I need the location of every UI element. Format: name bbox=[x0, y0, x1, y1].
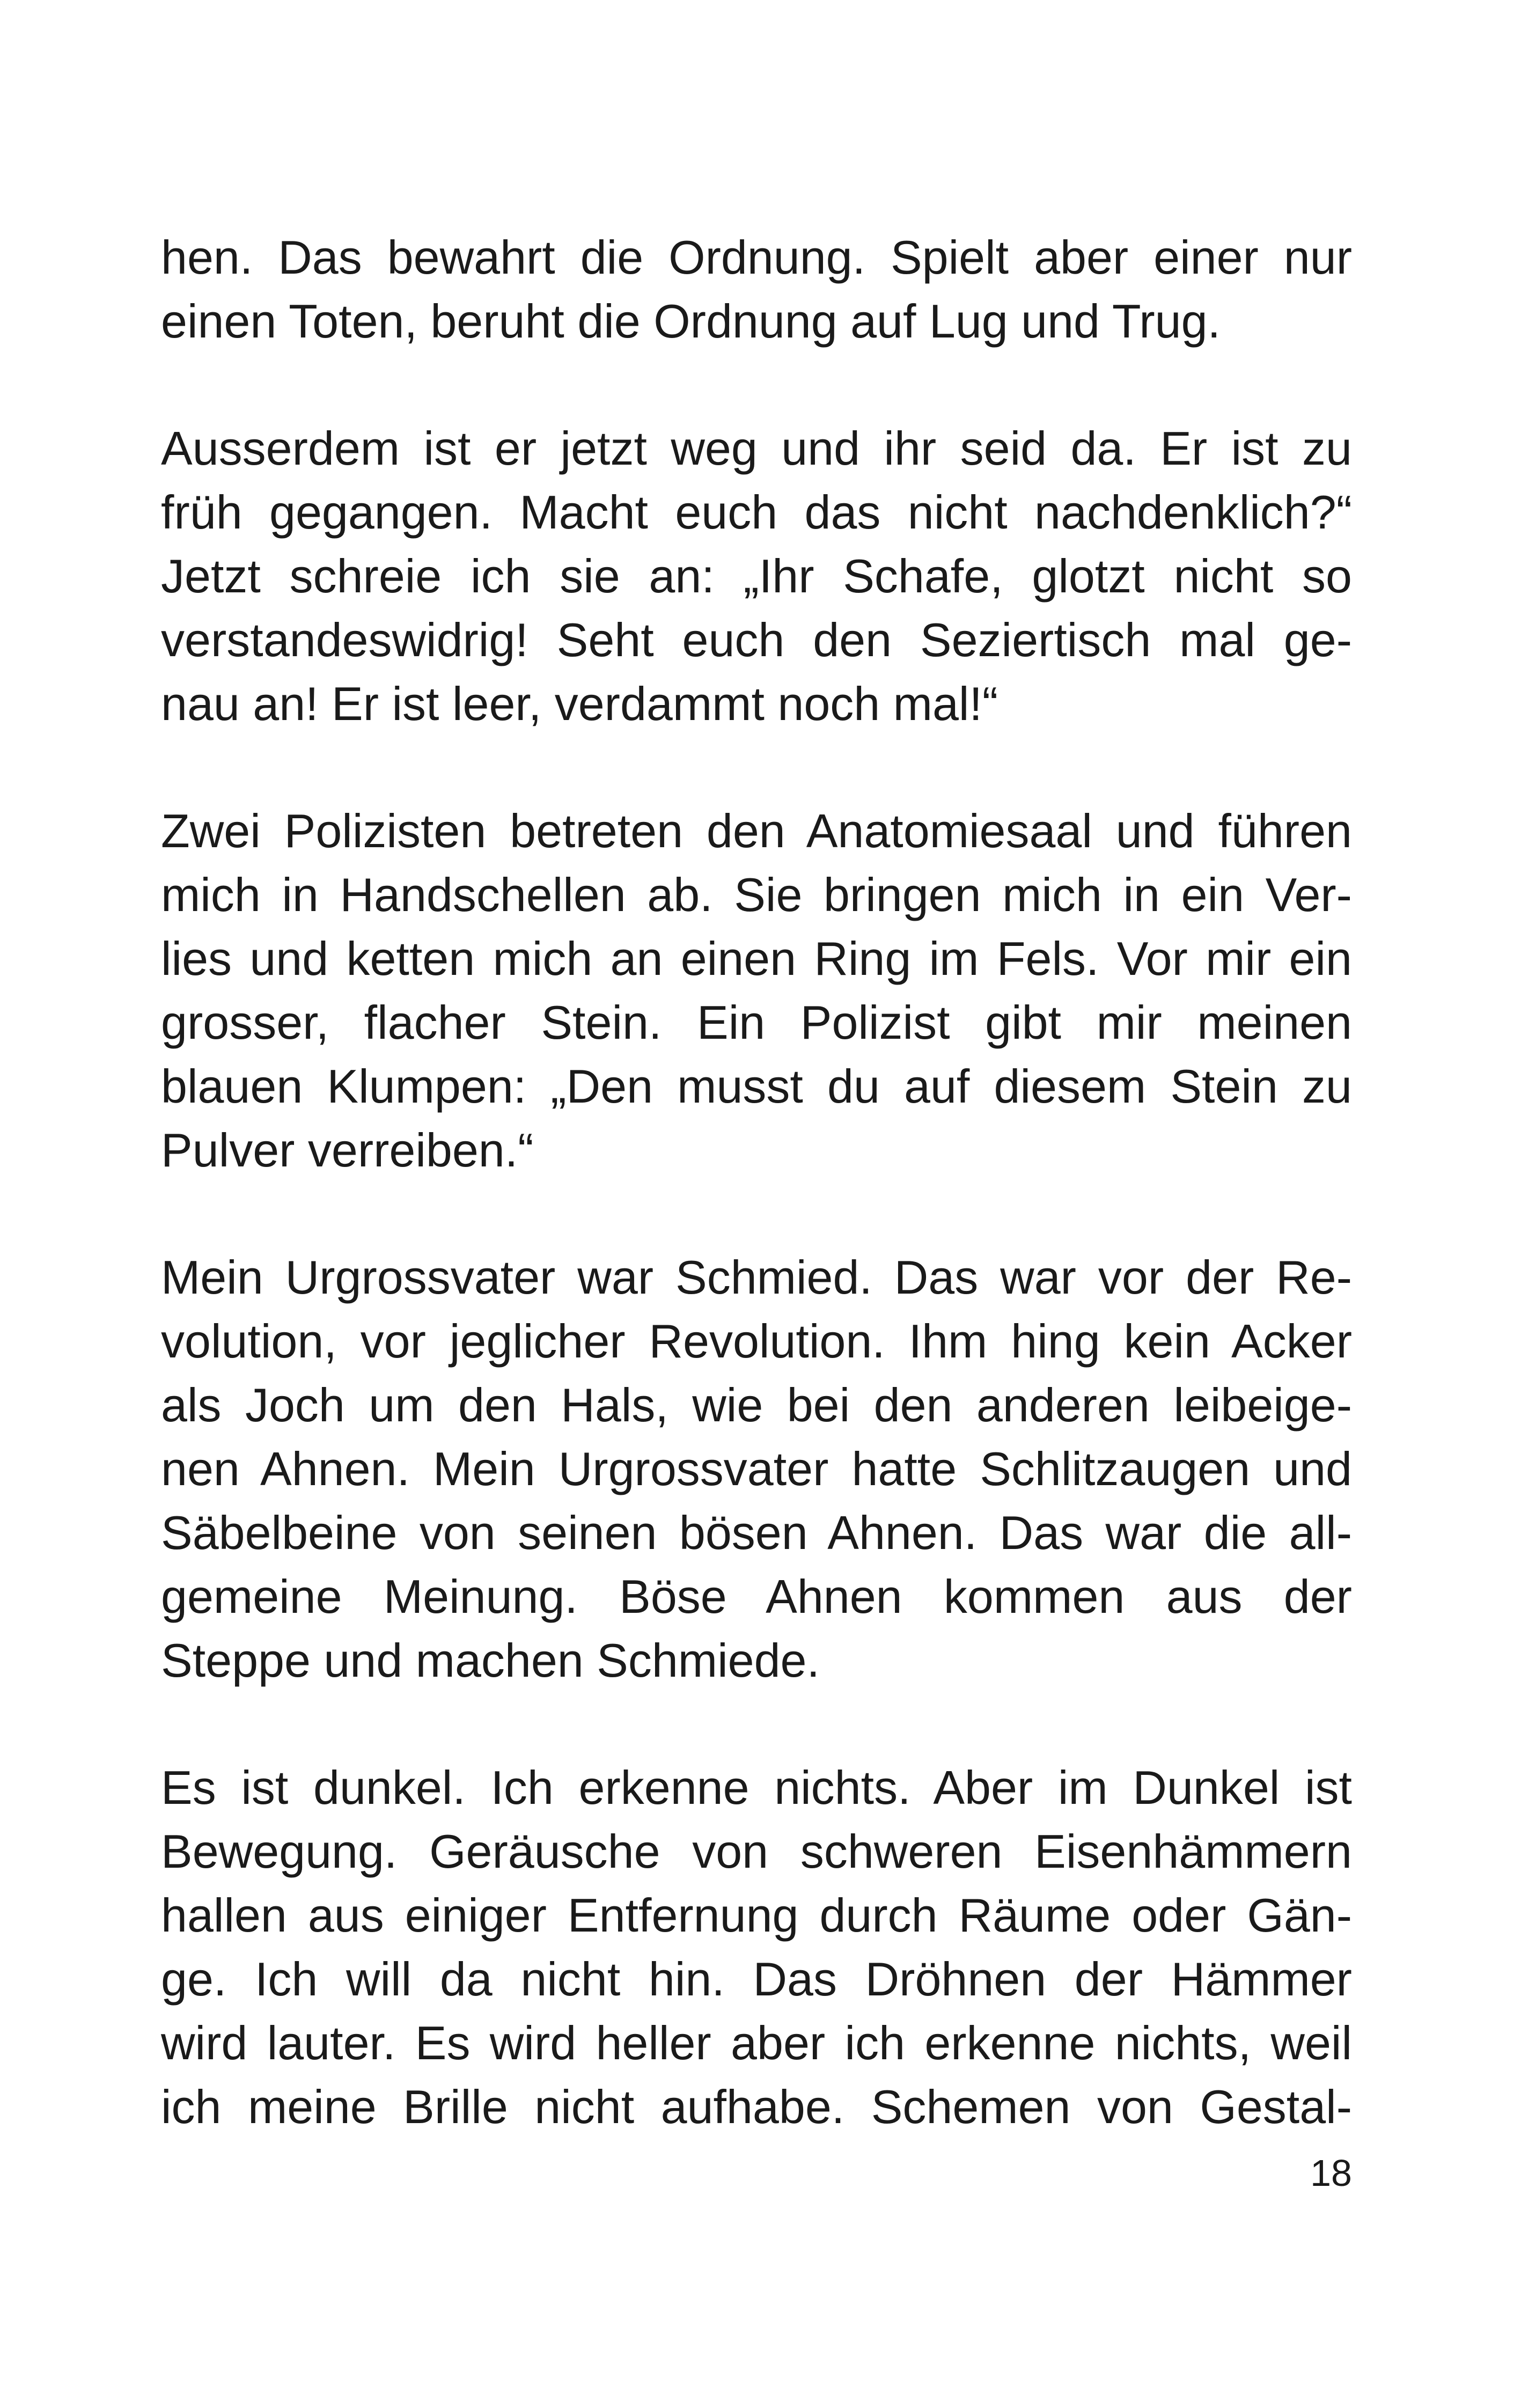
text-line: gemeine Meinung. Böse Ahnen kommen aus der bbox=[161, 1570, 1352, 1623]
text-line: blauen Klumpen: „Den musst du auf diesem Stein zu bbox=[161, 1060, 1352, 1113]
text-line: lies und ketten mich an einen Ring im Fels. Vor mir ein bbox=[161, 932, 1352, 985]
paragraph-4 bbox=[161, 1245, 1352, 1692]
text-line: einen Toten, beruht die Ordnung auf Lug und Trug. bbox=[161, 295, 1221, 348]
paragraph-2 bbox=[161, 416, 1352, 736]
paragraph-1 bbox=[161, 225, 1352, 353]
text-line: als Joch um den Hals, wie bei den anderen leibeige- bbox=[161, 1378, 1352, 1431]
text-line: Zwei Polizisten betreten den Anatomiesaal und führen bbox=[161, 804, 1352, 857]
text-line: Pulver verreiben.“ bbox=[161, 1124, 534, 1177]
text-line: verstandeswidrig! Seht euch den Seziertisch mal ge- bbox=[161, 613, 1352, 666]
text-line: früh gegangen. Macht euch das nicht nachdenklich?“ bbox=[161, 486, 1352, 539]
page-number: 18 bbox=[1310, 2152, 1352, 2194]
text-line: grosser, flacher Stein. Ein Polizist gibt mir meinen bbox=[161, 996, 1352, 1049]
text-line: Es ist dunkel. Ich erkenne nichts. Aber im Dunkel ist bbox=[161, 1761, 1352, 1814]
text-line: nen Ahnen. Mein Urgrossvater hatte Schlitzaugen und bbox=[161, 1442, 1352, 1495]
text-line: ge. Ich will da nicht hin. Das Dröhnen der Hämmer bbox=[161, 1952, 1352, 2006]
text-line: Ausserdem ist er jetzt weg und ihr seid da. Er ist zu bbox=[161, 422, 1352, 475]
paragraph-3 bbox=[161, 799, 1352, 1182]
text-line: volution, vor jeglicher Revolution. Ihm hing kein Acker bbox=[161, 1315, 1352, 1368]
body-text bbox=[161, 225, 1352, 2202]
text-line: hallen aus einiger Entfernung durch Räume oder Gän- bbox=[161, 1889, 1352, 1942]
text-line: hen. Das bewahrt die Ordnung. Spielt aber einer nur bbox=[161, 231, 1352, 284]
text-line: Säbelbeine von seinen bösen Ahnen. Das war die all- bbox=[161, 1506, 1352, 1559]
paragraph-5 bbox=[161, 1756, 1352, 2139]
text-line: nau an! Er ist leer, verdammt noch mal!“ bbox=[161, 677, 998, 730]
text-line: Steppe und machen Schmiede. bbox=[161, 1634, 820, 1687]
text-line: Bewegung. Geräusche von schweren Eisenhämmern bbox=[161, 1825, 1352, 1878]
text-line: Mein Urgrossvater war Schmied. Das war vor der Re- bbox=[161, 1251, 1352, 1304]
text-line: Jetzt schreie ich sie an: „Ihr Schafe, glotzt nicht so bbox=[161, 549, 1352, 603]
text-line: ich meine Brille nicht aufhabe. Schemen von Gestal- bbox=[161, 2080, 1352, 2133]
text-line: wird lauter. Es wird heller aber ich erkenne nichts, weil bbox=[161, 2016, 1352, 2069]
text-line: mich in Handschellen ab. Sie bringen mich in ein Ver- bbox=[161, 868, 1352, 921]
